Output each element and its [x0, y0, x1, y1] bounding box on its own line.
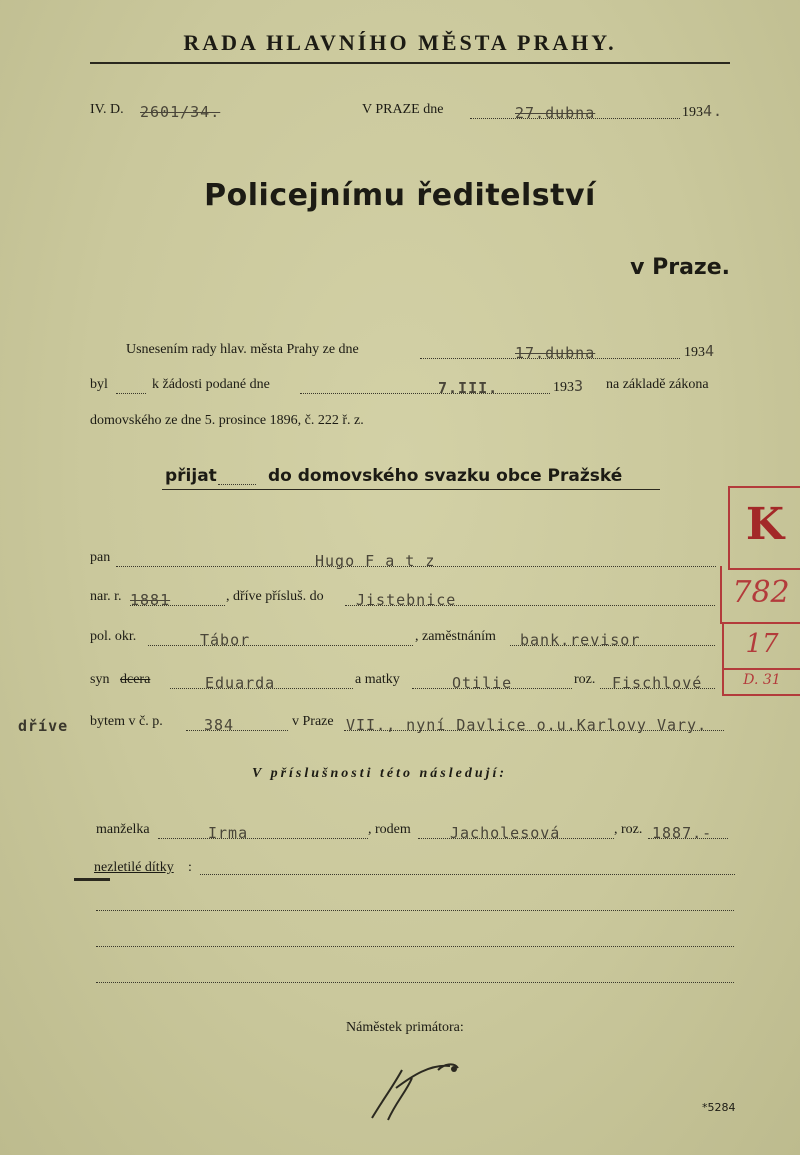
occupation-value: bank.revisor [520, 631, 641, 649]
resolution-line2-dots [300, 393, 550, 394]
resolution-date: 17.dubna [515, 344, 596, 362]
resolution-line1-label: Usnesením rady hlav. města Prahy ze dne [126, 342, 359, 357]
document-date: 27.dubna [515, 104, 596, 122]
district-value: Tábor [200, 631, 251, 649]
birth-year-label: nar. r. [90, 589, 122, 604]
wife-dots [158, 838, 368, 839]
maiden-name-value: Fischlové [612, 674, 703, 692]
children-dots-4 [96, 982, 734, 983]
admission-prijat: přijat [165, 466, 217, 486]
admission-rule [162, 489, 660, 490]
resolution-line3: domovského ze dne 5. prosince 1896, č. 222 ř. z. [90, 413, 364, 428]
signature-label: Náměstek primátora: [346, 1020, 464, 1035]
father-value: Eduarda [205, 674, 276, 692]
children-pen-mark [74, 878, 110, 881]
document-year-prefix: 193 [682, 105, 703, 120]
wife-born-label: , rodem [368, 822, 411, 837]
district-label: pol. okr. [90, 629, 137, 644]
document-year [682, 102, 723, 121]
occupation-label: , zaměstnáním [415, 629, 496, 644]
document-year-digit: 4. [703, 102, 724, 120]
stamp-number-box [720, 566, 800, 624]
mother-label: a matky [355, 672, 400, 687]
application-year-prefix: 193 [553, 380, 574, 395]
stamp-sub-number: 17 [745, 629, 779, 659]
children-dots-1 [200, 874, 735, 875]
reference-label: IV. D. [90, 102, 124, 117]
stamp-date: D. 31 [743, 672, 781, 688]
former-belonging-label: , dříve přísluš. do [226, 589, 324, 604]
wife-year-label: , roz. [614, 822, 643, 837]
children-label: nezletilé dítky [94, 860, 174, 875]
maiden-name-label: roz. [574, 672, 596, 687]
stamp-letter: K [745, 499, 785, 550]
former-margin-note: dříve [18, 717, 69, 735]
daughter-crossed: dcera [120, 672, 151, 687]
children-colon: : [188, 860, 192, 875]
wife-year-value: 1887.- [652, 824, 713, 842]
resolution-year-prefix: 193 [684, 345, 705, 360]
children-dots-3 [96, 946, 734, 947]
residence-dots [186, 730, 288, 731]
council-header: RADA HLAVNÍHO MĚSTA PRAHY. [183, 30, 617, 55]
resolution-year [684, 342, 715, 361]
prague-label: v Praze [292, 714, 334, 729]
signature-scribble [366, 1058, 476, 1128]
mother-value: Otilie [452, 674, 513, 692]
resolution-byl-dots [116, 393, 146, 394]
belonging-heading: V příslušnosti této následují: [252, 766, 508, 781]
recipient-title: Policejnímu ředitelství [204, 178, 596, 213]
wife-value: Irma [208, 824, 249, 842]
recipient-city: v Praze. [630, 255, 730, 280]
residence-number: 384 [204, 716, 235, 734]
resolution-line2-label: k žádosti podané dne [152, 377, 270, 392]
district-dots [148, 645, 413, 646]
pan-value: Hugo F a t z [315, 552, 436, 570]
prague-value: VII., nyní Davlice o.u.Karlovy Vary. [346, 716, 708, 734]
place-date-label: V PRAZE dne [362, 102, 444, 117]
form-number: *5284 [702, 1101, 736, 1114]
birth-year-value: 1881 [130, 591, 171, 609]
children-dots-2 [96, 910, 734, 911]
resolution-byl: byl [90, 377, 108, 392]
admission-dots [218, 484, 256, 485]
wife-born-value: Jacholesová [450, 824, 561, 842]
stamp-k-box [728, 486, 800, 570]
son-label: syn [90, 672, 110, 687]
stamp-sub-box [722, 622, 800, 670]
wife-label: manželka [96, 822, 150, 837]
header-rule [90, 62, 730, 64]
pan-label: pan [90, 550, 111, 565]
former-belonging-value: Jistebnice [356, 591, 457, 609]
resolution-line2-suffix: na základě zákona [606, 377, 709, 392]
stamp-number: 782 [732, 575, 790, 610]
application-date: 7.III. [438, 379, 499, 397]
application-year-digit: 3 [574, 377, 585, 395]
residence-label: bytem v č. p. [90, 714, 163, 729]
reference-number: 2601/34. [140, 103, 221, 121]
resolution-year-digit: 4 [705, 342, 716, 360]
stamp-date-box [722, 668, 800, 696]
admission-text: do domovského svazku obce Pražské [268, 466, 623, 486]
application-year [553, 377, 584, 396]
